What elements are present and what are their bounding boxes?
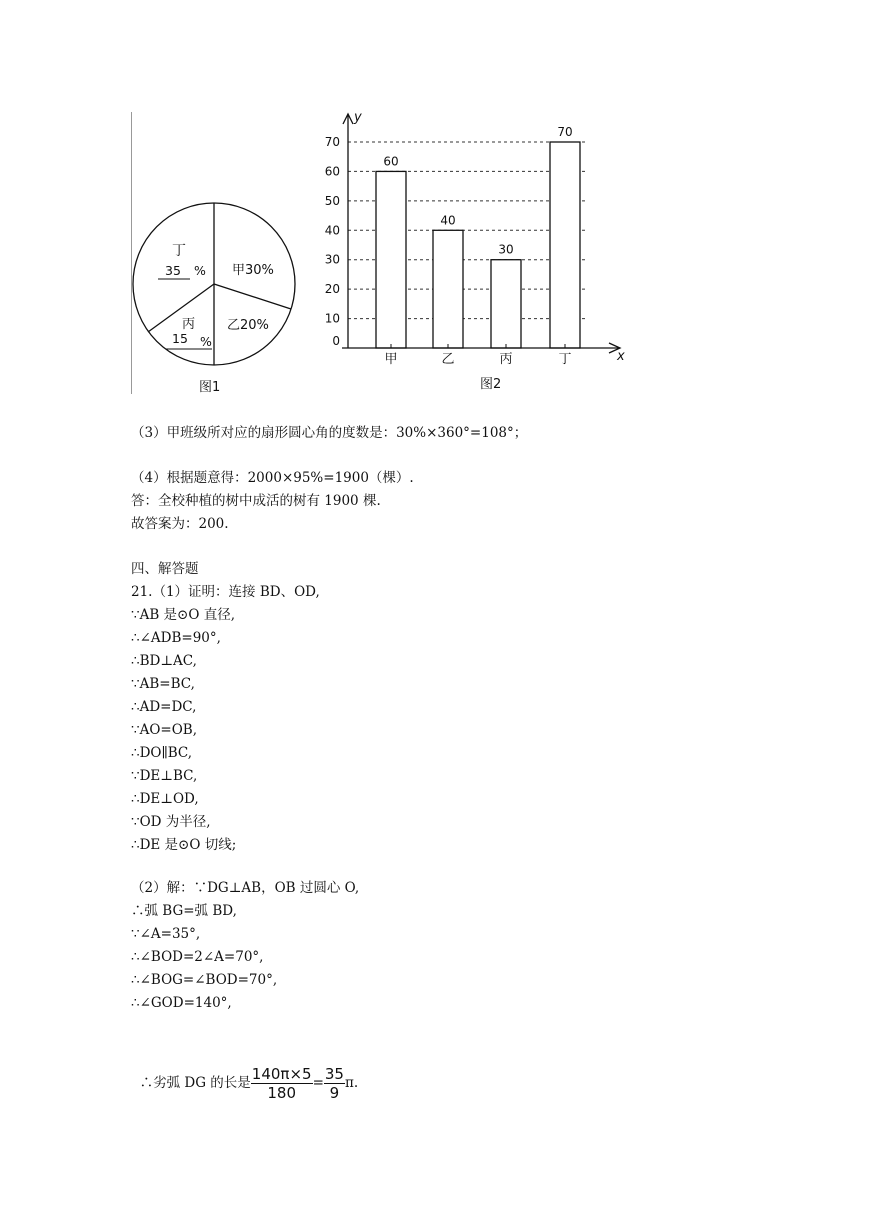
pie-caption: 图1 (199, 380, 221, 395)
text-line: ∵AB=BC, (131, 676, 195, 692)
fraction-2-denominator: 9 (329, 1084, 340, 1102)
y-tick-label: 40 (324, 223, 340, 238)
x-axis-label: x (617, 349, 625, 364)
fraction-2 (324, 1065, 345, 1102)
x-category-label: 甲 (384, 352, 398, 367)
text-line: ∵AO=OB, (131, 722, 197, 738)
bar (433, 230, 463, 348)
bar-data-label: 40 (440, 213, 456, 228)
fraction-1-denominator: 180 (267, 1084, 296, 1102)
bar-data-label: 60 (383, 154, 399, 169)
pie-unit-ding: % (194, 263, 206, 278)
fraction-1-numerator: 140π×5 (251, 1065, 312, 1083)
pie-value-ding: 35 (165, 263, 181, 278)
text-line: （2）解：∵DG⊥AB，OB 过圆心 O, (131, 880, 360, 896)
text-line: ∵OD 为半径, (131, 814, 211, 830)
text-line: ∵DE⊥BC, (131, 768, 198, 784)
text-line: ∴DE⊥OD, (131, 791, 199, 807)
bar-data-label: 70 (557, 125, 573, 139)
text-line: （4）根据题意得：2000×95%=1900（棵）. (131, 470, 414, 486)
text-line: 故答案为：200. (131, 516, 229, 532)
bar (491, 260, 521, 348)
text-line: 答：全校种植的树中成活的树有 1900 棵. (131, 493, 381, 509)
final-line (131, 1014, 358, 1106)
pie-divider-jia-yi (214, 284, 291, 309)
pie-unit-bing: % (200, 334, 212, 349)
text-line: （3）甲班级所对应的扇形圆心角的度数是：30%×360°=108°； (131, 425, 528, 441)
text-line: ∴DO∥BC, (131, 745, 193, 761)
final-suffix: π. (344, 1075, 359, 1091)
y-tick-label: 30 (324, 252, 340, 267)
y-tick-label: 10 (324, 311, 340, 326)
y-axis-label: y (354, 110, 362, 125)
text-line: ∴BD⊥AC, (131, 653, 197, 669)
text-line: 21.（1）证明：连接 BD、OD, (131, 584, 320, 600)
bar (376, 171, 406, 348)
bar-caption: 图2 (480, 377, 502, 392)
text-line: 四、解答题 (131, 561, 199, 577)
y-tick-label: 20 (324, 282, 340, 297)
x-category-label: 乙 (441, 352, 455, 367)
fraction-2-numerator: 35 (324, 1065, 344, 1083)
x-category-label: 丁 (558, 352, 572, 367)
y-tick-label: 60 (324, 164, 340, 179)
final-prefix: ∴劣弧 DG 的长是 (139, 1075, 251, 1091)
text-line: ∴∠GOD=140°, (131, 995, 232, 1011)
pie-label-jia: 甲30% (232, 263, 274, 278)
x-category-label: 丙 (499, 352, 513, 367)
y-tick-label: 70 (324, 135, 340, 149)
text-line: ∴∠BOG=∠BOD=70°, (131, 972, 278, 988)
final-equals: = (312, 1075, 324, 1091)
y-tick-label: 50 (324, 193, 340, 208)
pie-label-bing: 丙 (182, 317, 196, 332)
bar-chart (325, 110, 625, 392)
text-line: ∴∠BOD=2∠A=70°, (131, 949, 264, 965)
text-line: ∵∠A=35°, (131, 926, 201, 942)
pie-label-yi: 乙20% (227, 318, 269, 333)
pie-chart (133, 203, 295, 395)
figures (128, 105, 648, 405)
text-line: ∴AD=DC, (131, 699, 197, 715)
pie-divider-bing-ding (148, 284, 214, 332)
text-line: ∵AB 是⊙O 直径, (131, 607, 236, 623)
pie-label-ding: 丁 (172, 243, 186, 259)
text-line: ∴DE 是⊙O 切线; (131, 837, 237, 853)
y-tick-label: 0 (332, 334, 340, 348)
text-line: ∴弧 BG=弧 BD, (131, 903, 237, 919)
bar (550, 142, 580, 348)
pie-value-bing: 15 (172, 331, 188, 346)
fraction-1 (251, 1065, 313, 1102)
text-line: ∴∠ADB=90°, (131, 630, 221, 646)
bar-data-label: 30 (498, 242, 514, 257)
